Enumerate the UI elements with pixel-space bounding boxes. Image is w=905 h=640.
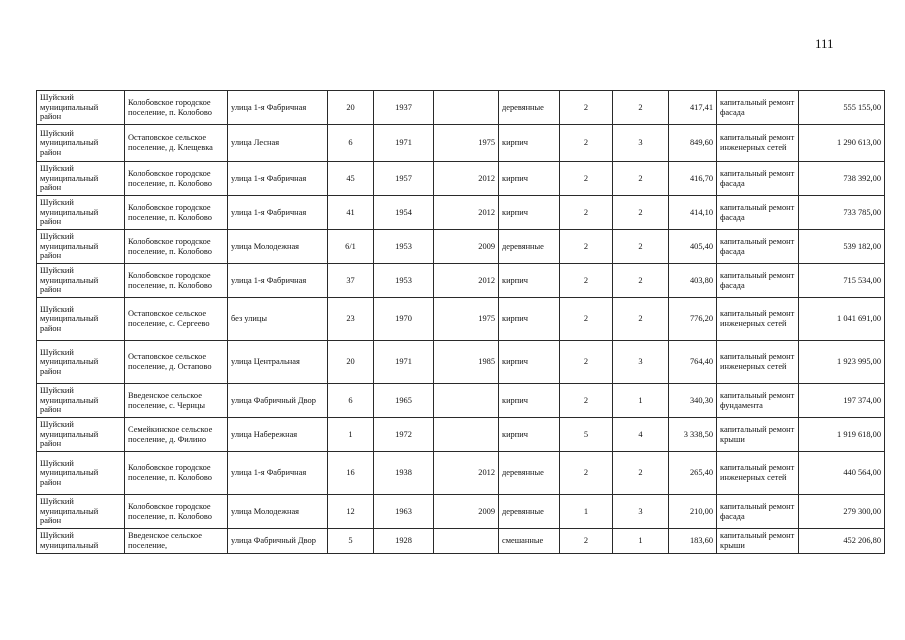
- cell-area: 416,70: [669, 162, 717, 196]
- cell-street: улица Фабричный Двор: [228, 384, 328, 418]
- table-row: [37, 495, 885, 529]
- cell-year-built: 1971: [374, 125, 434, 162]
- cell-work: капитальный ремонт фундамента: [717, 384, 799, 418]
- cell-house: 6: [328, 384, 374, 418]
- cell-entrances: 2: [613, 91, 669, 125]
- cell-cost: 715 534,00: [799, 264, 885, 298]
- cell-year-built: 1965: [374, 384, 434, 418]
- cell-district: Шуйский муниципальный район: [37, 162, 125, 196]
- cell-settlement: Остаповское сельское поселение, д. Клещевка: [125, 125, 228, 162]
- cell-walls: кирпич: [499, 418, 560, 452]
- cell-area: 417,41: [669, 91, 717, 125]
- cell-walls: деревянные: [499, 452, 560, 495]
- cell-house: 12: [328, 495, 374, 529]
- cell-floors: 2: [560, 452, 613, 495]
- cell-walls: деревянные: [499, 230, 560, 264]
- cell-work: капитальный ремонт крыши: [717, 529, 799, 554]
- cell-year-repair: 1975: [434, 125, 499, 162]
- cell-cost: 539 182,00: [799, 230, 885, 264]
- cell-district: Шуйский муниципальный район: [37, 452, 125, 495]
- cell-settlement: Колобовское городское поселение, п. Колобово: [125, 196, 228, 230]
- cell-work: капитальный ремонт фасада: [717, 196, 799, 230]
- cell-year-built: 1970: [374, 298, 434, 341]
- cell-area: 849,60: [669, 125, 717, 162]
- cell-settlement: Колобовское городское поселение, п. Колобово: [125, 230, 228, 264]
- cell-district: Шуйский муниципальный район: [37, 495, 125, 529]
- cell-settlement: Колобовское городское поселение, п. Колобово: [125, 264, 228, 298]
- cell-street: улица Лесная: [228, 125, 328, 162]
- cell-street: улица Фабричный Двор: [228, 529, 328, 554]
- cell-area: 183,60: [669, 529, 717, 554]
- cell-year-built: 1938: [374, 452, 434, 495]
- cell-area: 403,80: [669, 264, 717, 298]
- cell-floors: 2: [560, 529, 613, 554]
- cell-walls: кирпич: [499, 384, 560, 418]
- cell-work: капитальный ремонт инженерных сетей: [717, 298, 799, 341]
- table-row: [37, 230, 885, 264]
- cell-area: 776,20: [669, 298, 717, 341]
- table-row: [37, 384, 885, 418]
- cell-entrances: 2: [613, 162, 669, 196]
- cell-work: капитальный ремонт фасада: [717, 91, 799, 125]
- cell-year-repair: [434, 384, 499, 418]
- cell-year-repair: 1975: [434, 298, 499, 341]
- cell-entrances: 3: [613, 341, 669, 384]
- cell-house: 6: [328, 125, 374, 162]
- cell-entrances: 2: [613, 452, 669, 495]
- cell-walls: кирпич: [499, 162, 560, 196]
- cell-street: улица 1-я Фабричная: [228, 91, 328, 125]
- cell-district: Шуйский муниципальный район: [37, 264, 125, 298]
- cell-area: 340,30: [669, 384, 717, 418]
- cell-work: капитальный ремонт фасада: [717, 264, 799, 298]
- cell-entrances: 3: [613, 125, 669, 162]
- cell-work: капитальный ремонт фасада: [717, 230, 799, 264]
- cell-area: 3 338,50: [669, 418, 717, 452]
- cell-settlement: Колобовское городское поселение, п. Колобово: [125, 162, 228, 196]
- cell-street: улица 1-я Фабричная: [228, 264, 328, 298]
- table-row: [37, 529, 885, 554]
- cell-year-repair: 1985: [434, 341, 499, 384]
- cell-settlement: Введенское сельское поселение,: [125, 529, 228, 554]
- cell-year-built: 1972: [374, 418, 434, 452]
- cell-entrances: 3: [613, 495, 669, 529]
- cell-area: 210,00: [669, 495, 717, 529]
- cell-floors: 5: [560, 418, 613, 452]
- cell-settlement: Остаповское сельское поселение, с. Сергеево: [125, 298, 228, 341]
- cell-district: Шуйский муниципальный район: [37, 418, 125, 452]
- cell-street: улица Молодежная: [228, 230, 328, 264]
- cell-floors: 2: [560, 384, 613, 418]
- cell-work: капитальный ремонт инженерных сетей: [717, 452, 799, 495]
- cell-year-built: 1971: [374, 341, 434, 384]
- cell-year-repair: 2009: [434, 495, 499, 529]
- cell-year-built: 1953: [374, 264, 434, 298]
- cell-work: капитальный ремонт крыши: [717, 418, 799, 452]
- cell-work: капитальный ремонт фасада: [717, 495, 799, 529]
- cell-cost: 452 206,80: [799, 529, 885, 554]
- cell-house: 16: [328, 452, 374, 495]
- cell-floors: 1: [560, 495, 613, 529]
- cell-entrances: 2: [613, 196, 669, 230]
- cell-year-repair: [434, 529, 499, 554]
- table-row: [37, 125, 885, 162]
- cell-walls: деревянные: [499, 91, 560, 125]
- cell-cost: 555 155,00: [799, 91, 885, 125]
- cell-cost: 1 290 613,00: [799, 125, 885, 162]
- cell-house: 45: [328, 162, 374, 196]
- cell-house: 41: [328, 196, 374, 230]
- cell-work: капитальный ремонт фасада: [717, 162, 799, 196]
- cell-year-built: 1954: [374, 196, 434, 230]
- table-body: [37, 91, 885, 554]
- cell-house: 1: [328, 418, 374, 452]
- cell-cost: 1 919 618,00: [799, 418, 885, 452]
- cell-district: Шуйский муниципальный район: [37, 91, 125, 125]
- cell-year-repair: 2009: [434, 230, 499, 264]
- cell-year-built: 1937: [374, 91, 434, 125]
- cell-entrances: 1: [613, 529, 669, 554]
- cell-walls: кирпич: [499, 298, 560, 341]
- cell-year-repair: 2012: [434, 264, 499, 298]
- cell-street: улица 1-я Фабричная: [228, 162, 328, 196]
- cell-district: Шуйский муниципальный: [37, 529, 125, 554]
- cell-year-repair: 2012: [434, 452, 499, 495]
- cell-year-repair: 2012: [434, 196, 499, 230]
- cell-entrances: 2: [613, 264, 669, 298]
- cell-house: 20: [328, 341, 374, 384]
- cell-year-repair: [434, 91, 499, 125]
- cell-entrances: 4: [613, 418, 669, 452]
- cell-settlement: Колобовское городское поселение, п. Колобово: [125, 495, 228, 529]
- cell-cost: 197 374,00: [799, 384, 885, 418]
- cell-area: 265,40: [669, 452, 717, 495]
- cell-house: 5: [328, 529, 374, 554]
- table-row: [37, 341, 885, 384]
- cell-floors: 2: [560, 298, 613, 341]
- cell-floors: 2: [560, 341, 613, 384]
- cell-year-built: 1953: [374, 230, 434, 264]
- table-row: [37, 452, 885, 495]
- table-row: [37, 196, 885, 230]
- cell-district: Шуйский муниципальный район: [37, 230, 125, 264]
- cell-house: 20: [328, 91, 374, 125]
- cell-cost: 1 923 995,00: [799, 341, 885, 384]
- cell-floors: 2: [560, 125, 613, 162]
- cell-walls: кирпич: [499, 264, 560, 298]
- table-row: [37, 162, 885, 196]
- cell-house: 23: [328, 298, 374, 341]
- cell-floors: 2: [560, 230, 613, 264]
- cell-year-built: 1957: [374, 162, 434, 196]
- cell-cost: 738 392,00: [799, 162, 885, 196]
- cell-district: Шуйский муниципальный район: [37, 125, 125, 162]
- cell-settlement: Остаповское сельское поселение, д. Остапово: [125, 341, 228, 384]
- cell-house: 37: [328, 264, 374, 298]
- cell-floors: 2: [560, 91, 613, 125]
- cell-district: Шуйский муниципальный район: [37, 384, 125, 418]
- cell-district: Шуйский муниципальный район: [37, 196, 125, 230]
- cell-walls: кирпич: [499, 341, 560, 384]
- cell-walls: кирпич: [499, 125, 560, 162]
- cell-year-built: 1928: [374, 529, 434, 554]
- cell-cost: 733 785,00: [799, 196, 885, 230]
- cell-year-repair: 2012: [434, 162, 499, 196]
- cell-street: улица 1-я Фабричная: [228, 196, 328, 230]
- cell-entrances: 1: [613, 384, 669, 418]
- cell-work: капитальный ремонт инженерных сетей: [717, 341, 799, 384]
- cell-settlement: Семейкинское сельское поселение, д. Филино: [125, 418, 228, 452]
- cell-area: 414,10: [669, 196, 717, 230]
- cell-street: улица Набережная: [228, 418, 328, 452]
- cell-cost: 279 300,00: [799, 495, 885, 529]
- cell-district: Шуйский муниципальный район: [37, 341, 125, 384]
- cell-floors: 2: [560, 196, 613, 230]
- cell-settlement: Введенское сельское поселение, с. Чернцы: [125, 384, 228, 418]
- cell-street: улица 1-я Фабричная: [228, 452, 328, 495]
- table-row: [37, 264, 885, 298]
- cell-walls: смешанные: [499, 529, 560, 554]
- cell-house: 6/1: [328, 230, 374, 264]
- cell-district: Шуйский муниципальный район: [37, 298, 125, 341]
- cell-settlement: Колобовское городское поселение, п. Колобово: [125, 91, 228, 125]
- page-number: 111: [815, 36, 834, 51]
- cell-cost: 1 041 691,00: [799, 298, 885, 341]
- cell-street: улица Центральная: [228, 341, 328, 384]
- cell-street: без улицы: [228, 298, 328, 341]
- cell-floors: 2: [560, 162, 613, 196]
- cell-walls: деревянные: [499, 495, 560, 529]
- cell-work: капитальный ремонт инженерных сетей: [717, 125, 799, 162]
- cell-floors: 2: [560, 264, 613, 298]
- table-row: [37, 298, 885, 341]
- table-row: [37, 91, 885, 125]
- cell-area: 764,40: [669, 341, 717, 384]
- cell-cost: 440 564,00: [799, 452, 885, 495]
- cell-year-repair: [434, 418, 499, 452]
- cell-area: 405,40: [669, 230, 717, 264]
- cell-settlement: Колобовское городское поселение, п. Колобово: [125, 452, 228, 495]
- cell-entrances: 2: [613, 230, 669, 264]
- housing-repair-table: [36, 90, 885, 554]
- cell-street: улица Молодежная: [228, 495, 328, 529]
- table-row: [37, 418, 885, 452]
- cell-year-built: 1963: [374, 495, 434, 529]
- cell-entrances: 2: [613, 298, 669, 341]
- cell-walls: кирпич: [499, 196, 560, 230]
